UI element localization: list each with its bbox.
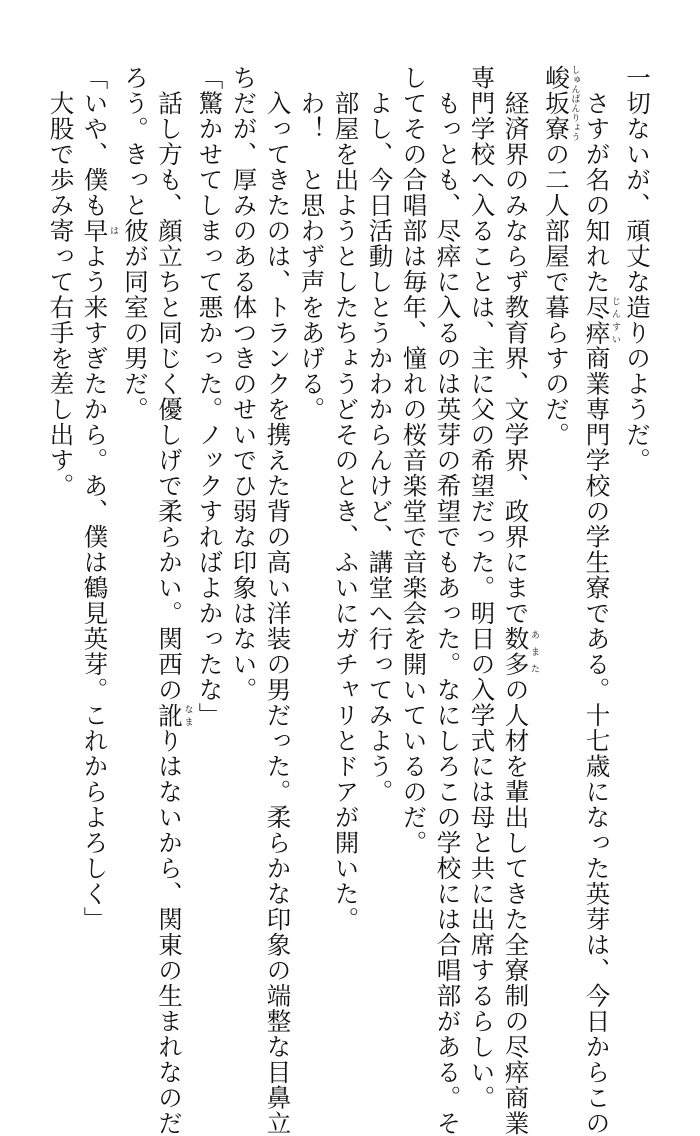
paragraph: 部屋を出ようとしたちょうどそのとき、ふいにガチャリとドアが開いた。	[331, 65, 361, 932]
paragraph: 「いや、僕も早はよう来すぎたから。あ、僕は鶴見英芽。これからよろしく」	[80, 65, 118, 932]
paragraph: ちだが、厚みのある体つきのせいでひ弱な印象はない。	[229, 65, 259, 703]
paragraph: わ！ と思わず声をあげる。	[297, 65, 327, 422]
paragraph: ろう。きっと彼が同室の男だ。	[121, 65, 150, 422]
paragraph: 峻坂寮しゅんぱんりょうの二人部屋で暮らすのだ。	[542, 65, 580, 448]
vertical-text-body	[44, 65, 655, 1136]
paragraph: 専門学校へ入ることは、主に父の希望だった。明日の入学式には母と共に出席するらしい。	[467, 65, 497, 1111]
paragraph: 入ってきたのは、トランクを携えた背の高い洋装の男だった。柔らかな印象の端整な目鼻立	[263, 65, 293, 1136]
furigana: 峻坂寮しゅんぱんりょう	[542, 65, 580, 142]
furigana: 早は	[80, 218, 118, 244]
furigana: 尽瘁じんすい	[582, 294, 620, 346]
paragraph: もっとも、尽瘁に入るのは英芽の希望でもあった。なにしろこの学校には合唱部がある。そ	[433, 65, 463, 1136]
paragraph: 話し方も、顔立ちと同じく優しげで柔らかい。関西の訛なまりはないから、関東の生まれなのだ	[155, 65, 193, 1136]
paragraph: 「驚かせてしまって悪かった。ノックすればよかったな」	[195, 65, 225, 728]
paragraph: よし、今日活動しとうかわからんけど、講堂へ行ってみよう。	[365, 65, 395, 805]
paragraph: 一切ないが、頑丈な造りのようだ。	[623, 65, 652, 473]
paragraph: してその合唱部は毎年、憧れの桜音楽堂で音楽会を開いているのだ。	[399, 65, 429, 856]
paragraph: 経済界のみならず教育界、文学界、政界にまで数多あまたの人材を輩出してきた全寮制の尽瘁商業	[501, 65, 539, 1136]
furigana: 数多あまた	[501, 626, 539, 677]
paragraph: さすが名の知れた尽瘁じんすい商業専門学校の学生寮である。十七歳になった英芽は、今日からこの	[582, 65, 620, 1136]
paragraph: 大股で歩み寄って右手を差し出す。	[46, 65, 76, 499]
furigana: 訛なま	[155, 702, 193, 728]
